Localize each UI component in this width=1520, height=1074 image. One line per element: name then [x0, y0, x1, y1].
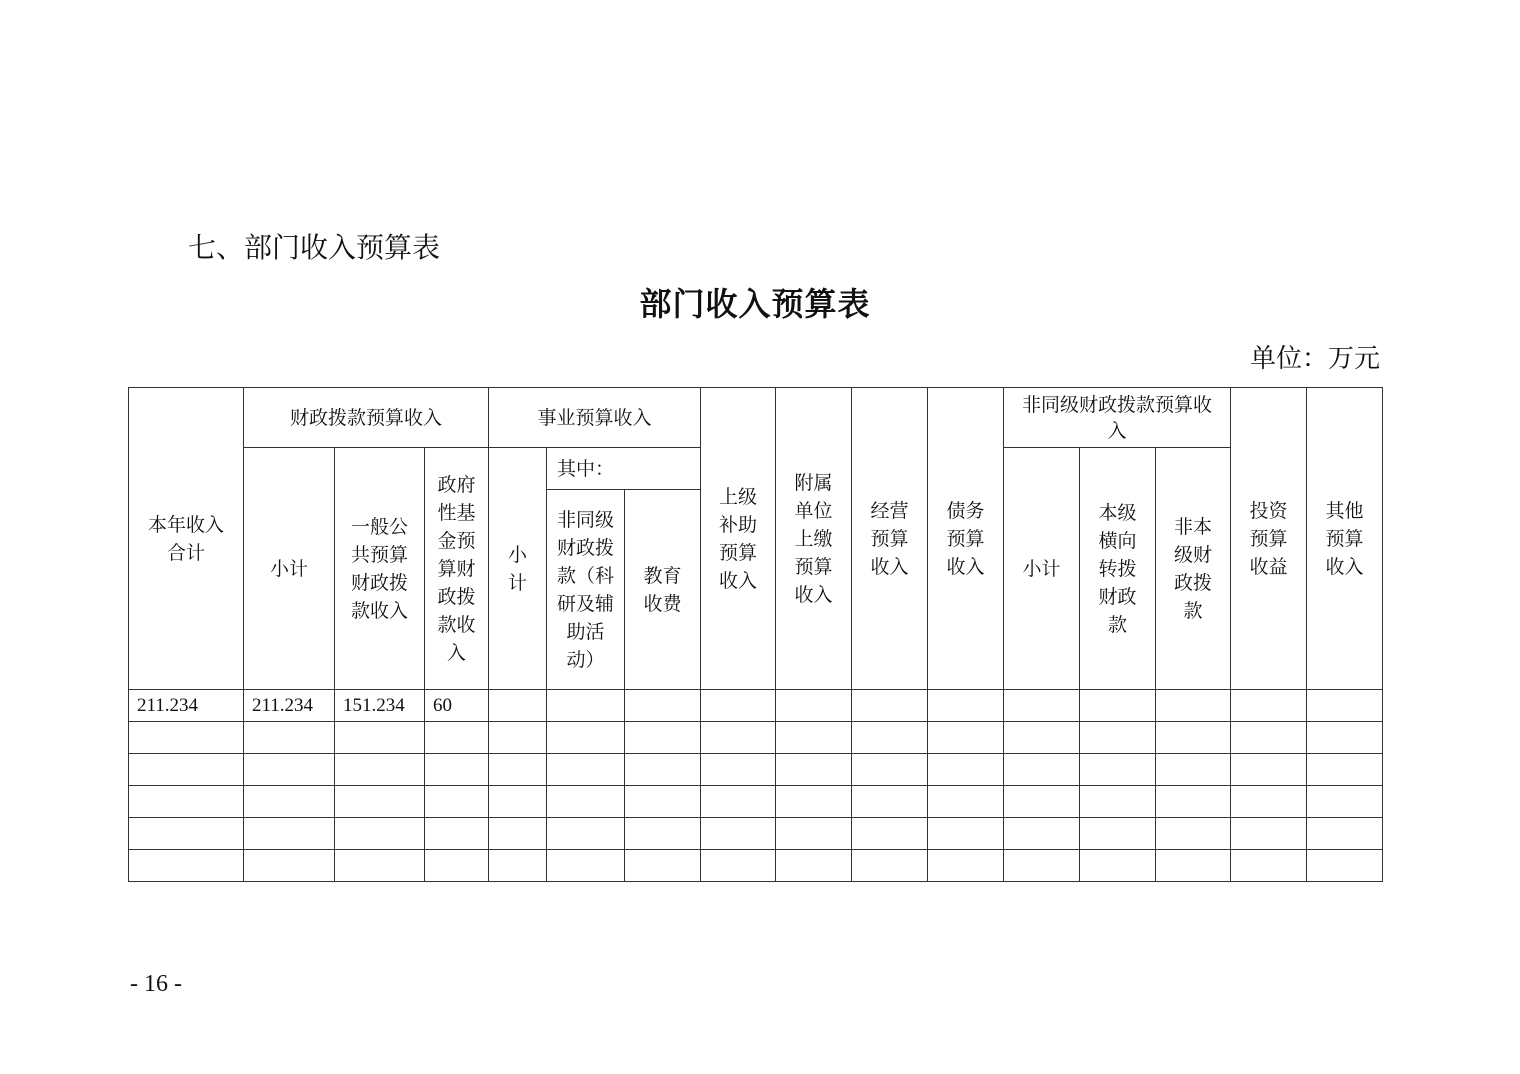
table-cell — [1307, 818, 1383, 850]
table-cell — [244, 722, 335, 754]
data-row — [129, 754, 1383, 786]
cell-business-subtotal — [489, 690, 547, 722]
table-cell — [1156, 754, 1231, 786]
header-fiscal-general: 一般公共预算财政拨款收入 — [335, 448, 425, 690]
data-row — [129, 818, 1383, 850]
table-cell — [701, 786, 776, 818]
table-cell — [335, 786, 425, 818]
table-cell — [335, 818, 425, 850]
table-cell — [701, 850, 776, 882]
table-cell — [1156, 722, 1231, 754]
cell-fiscal-subtotal: 211.234 — [244, 690, 335, 722]
header-investment: 投资预算收益 — [1231, 388, 1307, 690]
table-cell — [1231, 754, 1307, 786]
table-cell — [776, 818, 852, 850]
cell-operating — [852, 690, 928, 722]
table-cell — [1307, 722, 1383, 754]
section-heading: 七、部门收入预算表 — [188, 231, 441, 264]
table-cell — [852, 754, 928, 786]
header-other: 其他预算收入 — [1307, 388, 1383, 690]
data-row — [129, 690, 1383, 722]
cell-affiliated-remit — [776, 690, 852, 722]
table-cell — [625, 722, 701, 754]
header-debt: 债务预算收入 — [928, 388, 1004, 690]
cell-debt — [928, 690, 1004, 722]
table-cell — [1231, 818, 1307, 850]
header-fiscal-group: 财政拨款预算收入 — [244, 388, 489, 448]
cell-fiscal-fund: 60 — [425, 690, 489, 722]
cell-total: 211.234 — [129, 690, 244, 722]
header-row-1 — [129, 388, 1383, 448]
table-cell — [1004, 786, 1080, 818]
table-cell — [928, 754, 1004, 786]
table-cell — [1231, 786, 1307, 818]
table-cell — [1080, 754, 1156, 786]
header-business-education: 教育收费 — [625, 490, 701, 690]
table-cell — [425, 786, 489, 818]
table-cell — [129, 850, 244, 882]
table-cell — [489, 818, 547, 850]
table-cell — [928, 786, 1004, 818]
cell-investment — [1231, 690, 1307, 722]
data-row — [129, 722, 1383, 754]
header-total: 本年收入合计 — [129, 388, 244, 690]
header-business-group: 事业预算收入 — [489, 388, 701, 448]
table-cell — [244, 754, 335, 786]
table-cell — [1156, 786, 1231, 818]
table-cell — [489, 754, 547, 786]
header-fiscal-subtotal: 小计 — [244, 448, 335, 690]
cell-nonlevel-other — [1156, 690, 1231, 722]
table-cell — [1307, 754, 1383, 786]
income-budget-table — [128, 387, 1383, 882]
header-affiliated-remit: 附属单位上缴预算收入 — [776, 388, 852, 690]
cell-nonlevel-horizontal — [1080, 690, 1156, 722]
table-cell — [129, 786, 244, 818]
cell-fiscal-general: 151.234 — [335, 690, 425, 722]
table-cell — [425, 850, 489, 882]
header-nonlevel-subtotal: 小计 — [1004, 448, 1080, 690]
table-cell — [776, 754, 852, 786]
table-cell — [425, 818, 489, 850]
page-number: - 16 - — [130, 971, 182, 997]
header-business-subtotal: 小计 — [489, 448, 547, 690]
table-cell — [928, 818, 1004, 850]
table-cell — [1080, 786, 1156, 818]
table-cell — [129, 754, 244, 786]
table-cell — [1156, 818, 1231, 850]
cell-other — [1307, 690, 1383, 722]
header-nonlevel-group: 非同级财政拨款预算收入 — [1004, 388, 1231, 448]
table-cell — [625, 786, 701, 818]
table-cell — [547, 786, 625, 818]
table-cell — [928, 722, 1004, 754]
cell-business-education — [625, 690, 701, 722]
document-title: 部门收入预算表 — [639, 285, 871, 323]
table-cell — [776, 850, 852, 882]
table-cell — [547, 818, 625, 850]
header-nonlevel-other: 非本级财政拨款 — [1156, 448, 1231, 690]
table-cell — [425, 754, 489, 786]
cell-business-nonlevel — [547, 690, 625, 722]
table-cell — [335, 754, 425, 786]
table-cell — [129, 722, 244, 754]
table-cell — [1156, 850, 1231, 882]
header-business-nonlevel: 非同级财政拨款（科研及辅助活动） — [547, 490, 625, 690]
table-cell — [1231, 850, 1307, 882]
table-cell — [335, 722, 425, 754]
table-cell — [852, 850, 928, 882]
table-cell — [1004, 754, 1080, 786]
cell-superior-subsidy — [701, 690, 776, 722]
data-row — [129, 786, 1383, 818]
table-cell — [547, 850, 625, 882]
table-cell — [489, 786, 547, 818]
table-cell — [1231, 722, 1307, 754]
table-cell — [489, 850, 547, 882]
unit-label: 单位：万元 — [1249, 344, 1380, 374]
header-of-which: 其中： — [547, 448, 701, 490]
table-cell — [852, 722, 928, 754]
header-fiscal-fund: 政府性基金预算财政拨款收入 — [425, 448, 489, 690]
table-cell — [1004, 722, 1080, 754]
table-cell — [1080, 818, 1156, 850]
table-cell — [625, 818, 701, 850]
table-cell — [1307, 786, 1383, 818]
table-cell — [1080, 850, 1156, 882]
table-cell — [244, 818, 335, 850]
table-cell — [1004, 850, 1080, 882]
cell-nonlevel-subtotal — [1004, 690, 1080, 722]
table-cell — [776, 786, 852, 818]
table-cell — [547, 722, 625, 754]
table-cell — [852, 786, 928, 818]
header-superior-subsidy: 上级补助预算收入 — [701, 388, 776, 690]
table-cell — [701, 818, 776, 850]
table-cell — [625, 850, 701, 882]
table-cell — [547, 754, 625, 786]
table-cell — [1307, 850, 1383, 882]
header-operating: 经营预算收入 — [852, 388, 928, 690]
data-row — [129, 850, 1383, 882]
table-cell — [852, 818, 928, 850]
table-cell — [1004, 818, 1080, 850]
table-cell — [776, 722, 852, 754]
table-cell — [425, 722, 489, 754]
table-cell — [928, 850, 1004, 882]
table-cell — [701, 754, 776, 786]
table-cell — [129, 818, 244, 850]
table-cell — [701, 722, 776, 754]
header-nonlevel-horizontal: 本级横向转拨财政款 — [1080, 448, 1156, 690]
table-cell — [335, 850, 425, 882]
table-cell — [244, 850, 335, 882]
table-cell — [625, 754, 701, 786]
table-cell — [489, 722, 547, 754]
table-cell — [1080, 722, 1156, 754]
table-cell — [244, 786, 335, 818]
